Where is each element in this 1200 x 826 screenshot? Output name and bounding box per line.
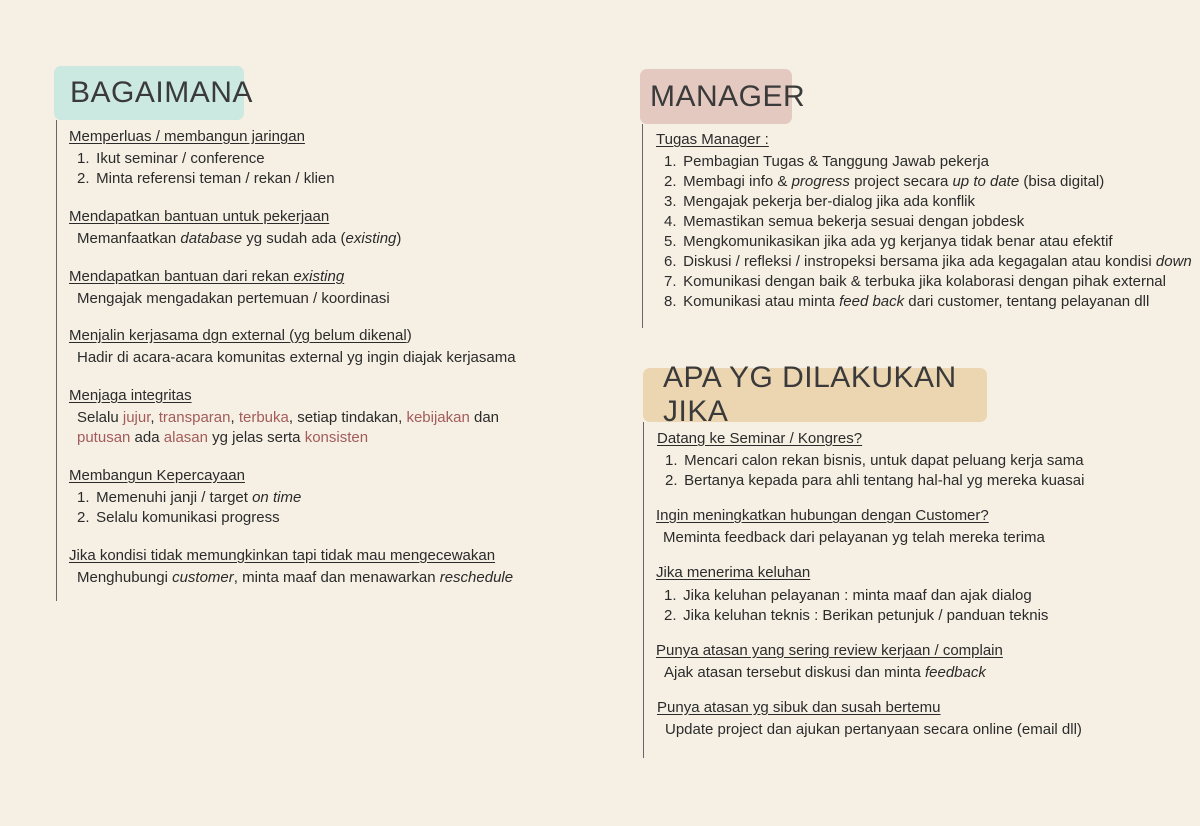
bagaimana-item-1-line-2: 2. Minta referensi teman / rekan / klien: [77, 170, 335, 187]
bagaimana-item-7-text: Menghubungi customer, minta maaf dan menawarkan reschedule: [77, 569, 514, 586]
bagaimana-item-5-line-1: Selalu jujur, transparan, terbuka, setiap tindakan, kebijakan dan: [77, 409, 500, 426]
apa-item-1-line-1: 1. Mencari calon rekan bisnis, untuk dapat peluang kerja sama: [665, 452, 1084, 469]
apa-heading-3: Jika menerima keluhan: [656, 564, 811, 581]
apa-divider: [643, 422, 644, 758]
manager-line-1: 1. Pembagian Tugas & Tanggung Jawab pekerja: [664, 153, 989, 170]
apa-item-1-line-2: 2. Bertanya kepada para ahli tentang hal-hal yg mereka kuasai: [665, 472, 1085, 489]
manager-line-6: 6. Diskusi / refleksi / instropeksi bersama jika ada kegagalan atau kondisi down: [664, 253, 1192, 270]
apa-item-2-text: Meminta feedback dari pelayanan yg telah mereka terima: [663, 529, 1045, 546]
manager-line-8: 8. Komunikasi atau minta feed back dari customer, tentang pelayanan dll: [664, 293, 1150, 310]
manager-line-4: 4. Memastikan semua bekerja sesuai dengan jobdesk: [664, 213, 1025, 230]
apa-item-3-line-2: 2. Jika keluhan teknis : Berikan petunjuk / panduan teknis: [664, 607, 1049, 624]
bagaimana-divider: [56, 120, 57, 601]
apa-heading-1: Datang ke Seminar / Kongres?: [657, 430, 863, 447]
bagaimana-heading-3: Mendapatkan bantuan dari rekan existing: [69, 268, 345, 285]
bagaimana-heading-7: Jika kondisi tidak memungkinkan tapi tidak mau mengecewakan: [69, 547, 496, 564]
apa-item-4-text: Ajak atasan tersebut diskusi dan minta feedback: [664, 664, 986, 681]
bagaimana-heading-1: Memperluas / membangun jaringan: [69, 128, 305, 145]
apa-title: APA YG DILAKUKAN JIKA: [643, 368, 987, 422]
bagaimana-title: BAGAIMANA: [54, 66, 244, 120]
manager-line-5: 5. Mengkomunikasikan jika ada yg kerjanya tidak benar atau efektif: [664, 233, 1113, 250]
bagaimana-item-2-text: Memanfaatkan database yg sudah ada (existing): [77, 230, 402, 247]
bagaimana-item-6-line-2: 2. Selalu komunikasi progress: [77, 509, 280, 526]
bagaimana-heading-2: Mendapatkan bantuan untuk pekerjaan: [69, 208, 330, 225]
apa-heading-2: Ingin meningkatkan hubungan dengan Customer?: [656, 507, 989, 524]
bagaimana-item-3-text: Mengajak mengadakan pertemuan / koordinasi: [77, 290, 390, 307]
bagaimana-heading-4: Menjalin kerjasama dgn external (yg belum dikenal): [69, 327, 412, 344]
bagaimana-item-6-line-1: 1. Memenuhi janji / target on time: [77, 489, 302, 506]
apa-heading-4: Punya atasan yang sering review kerjaan / complain: [656, 642, 1003, 659]
bagaimana-item-1-line-1: 1. Ikut seminar / conference: [77, 150, 265, 167]
manager-line-3: 3. Mengajak pekerja ber-dialog jika ada konflik: [664, 193, 976, 210]
apa-heading-5: Punya atasan yg sibuk dan susah bertemu: [657, 699, 941, 716]
apa-item-5-text: Update project dan ajukan pertanyaan secara online (email dll): [665, 721, 1082, 738]
manager-line-7: 7. Komunikasi dengan baik & terbuka jika kolaborasi dengan pihak external: [664, 273, 1166, 290]
manager-line-2: 2. Membagi info & progress project secara up to date (bisa digital): [664, 173, 1105, 190]
manager-heading: Tugas Manager :: [656, 131, 769, 148]
bagaimana-heading-5: Menjaga integritas: [69, 387, 192, 404]
bagaimana-heading-6: Membangun Kepercayaan: [69, 467, 245, 484]
bagaimana-item-4-text: Hadir di acara-acara komunitas external yg ingin diajak kerjasama: [77, 349, 516, 366]
bagaimana-item-5-line-2: putusan ada alasan yg jelas serta konsisten: [77, 429, 369, 446]
manager-divider: [642, 124, 643, 328]
manager-title: MANAGER: [640, 69, 792, 124]
apa-item-3-line-1: 1. Jika keluhan pelayanan : minta maaf dan ajak dialog: [664, 587, 1032, 604]
